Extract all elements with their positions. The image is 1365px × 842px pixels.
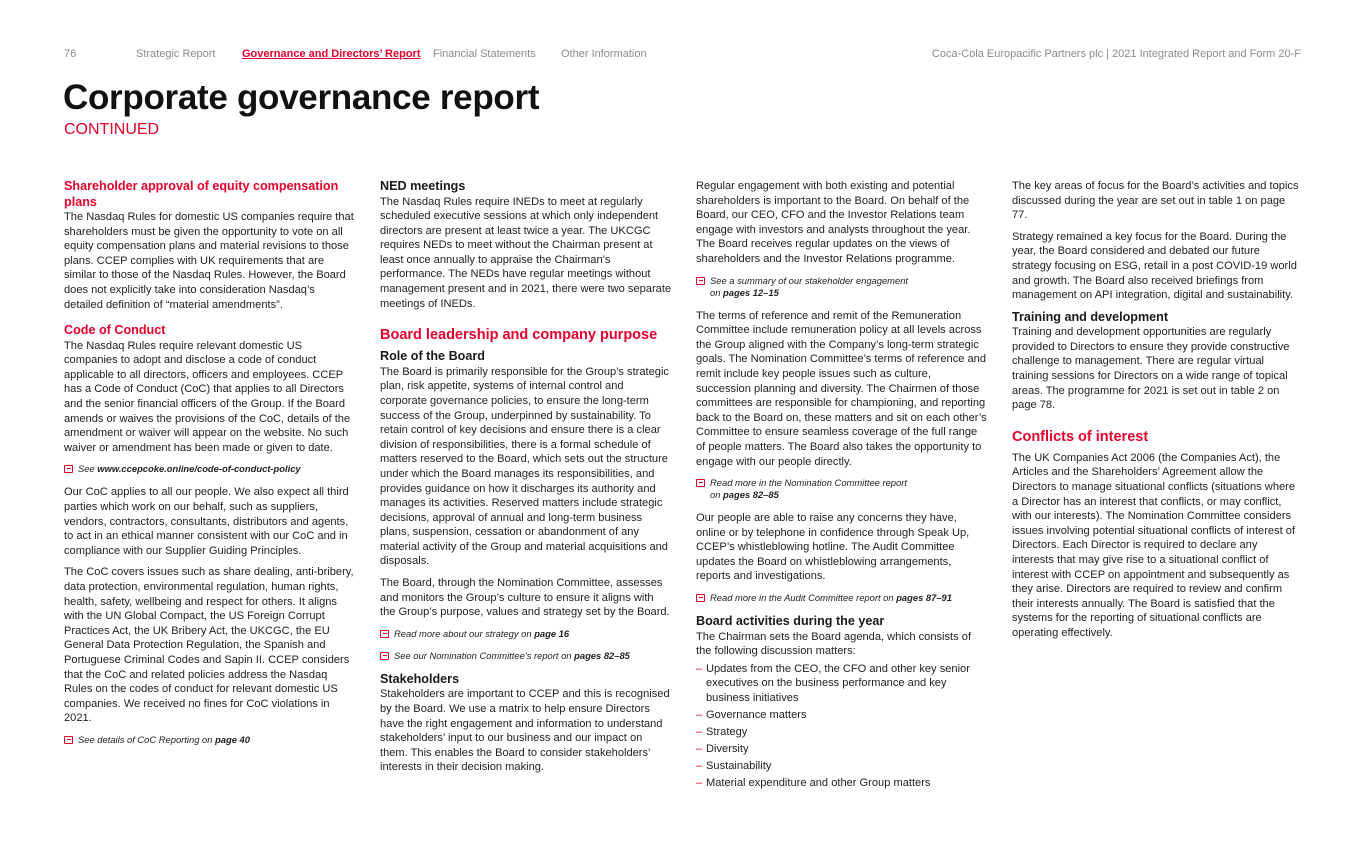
- heading-conflicts-of-interest: Conflicts of interest: [1012, 428, 1149, 445]
- document-reference: Coca-Cola Europacific Partners plc | 2021 Integrated Report and Form 20-F: [931, 48, 1301, 60]
- paragraph: Strategy remained a key focus for the Board. During the year, the Board considered and debated our future strategy focusing on ESG, retail in a post COVID-19 world and growth. The Board also received briefings from management on API integration, digital and sustainability.: [1012, 230, 1297, 302]
- paragraph: The Nasdaq Rules for domestic US companies require that shareholders must be given the opportunity to vote on all equity compensation plans and material revisions to those plans. CCEP complies with UK requirements that are similar to those of the Nasdaq Rules. However, the Board does not explicitly take into consideration Nasdaq’s detailed definition of “material amendments”.: [64, 211, 354, 311]
- paragraph: Training and development opportunities are regularly provided to Directors to ensure they provide constructive challenge to management. There are regular virtual training sessions for Directors on a wide range of topical areas. The programme for 2021 is set out in table 2 on page 78.: [1012, 326, 1290, 412]
- column-3: [696, 179, 988, 793]
- paragraph: The Board is primarily responsible for the Group’s strategic plan, risk appetite, systems of internal control and corporate governance policies, to ensure the long-term success of the Group, underpinned by sustainability. To retain control of key decisions and ensure there is a clear division of responsibilities, there is a formal schedule of matters reserved to the Board, which sets out the structure under which the Board manages its responsibilities, and provides guidance on how it discharges its authority and manages its activities. Reserved matters include strategic decisions, approval of annual and long-term business plans, suspension, cessation or abandonment of any material activity of the Group and material acquisitions and disposals.: [380, 365, 669, 568]
- heading-ned-meetings: NED meetings: [380, 179, 466, 193]
- paragraph: The Board, through the Nomination Committee, assesses and monitors the Group’s culture to ensure it aligns with the Group’s purpose, values and strategy set by the Board.: [380, 577, 670, 619]
- paragraph: The Nasdaq Rules require INEDs to meet at regularly scheduled executive sessions at which only independent directors are present at least twice a year. The UKCGC requires NEDs to meet without the Chairman present at least once annually to appraise the Chairman’s performance. The NEDs have regular meetings without management present and in 2021, there were two separate meetings of INEDs.: [380, 195, 672, 310]
- cross-reference-link[interactable]: See details of CoC Reporting on page 40: [64, 734, 356, 746]
- page-number: 76: [64, 48, 77, 60]
- cross-reference-link[interactable]: Read more about our strategy on page 16: [380, 628, 672, 640]
- nav-strategic-report[interactable]: Strategic Report: [136, 48, 216, 60]
- discussion-matters-list: [696, 662, 988, 791]
- paragraph: The CoC covers issues such as share dealing, anti-bribery, data protection, environmental regulation, human rights, health, safety, wellbeing and respect for others. It aligns with the UN Global Compact, the US Foreign Corrupt Practices Act, the UK Bribery Act, the UKCGC, the EU General Data Protection Regulation, the Spanish and Portuguese Criminal Codes and Sapin II. CCEP considers that the CoC and related policies address the Nasdaq Rules on the codes of conduct for relevant domestic US companies. We received no fines for CoC violations in 2021.: [64, 566, 354, 725]
- cross-reference-link[interactable]: See www.ccepcoke.online/code-of-conduct-policy: [64, 463, 356, 475]
- link-icon: [696, 277, 705, 285]
- cross-reference-link[interactable]: Read more in the Nomination Committee report on pages 82–85: [696, 477, 988, 501]
- paragraph: Our CoC applies to all our people. We also expect all third parties which work on our behalf, such as suppliers, vendors, contractors, consultants, distributors and agents, to act in an ethical manner consistent with our CoC and in compliance with our Supplier Guiding Principles.: [64, 486, 349, 557]
- link-icon: [380, 630, 389, 638]
- heading-code-of-conduct: Code of Conduct: [64, 323, 166, 338]
- paragraph: Stakeholders are important to CCEP and this is recognised by the Board. We use a matrix to help ensure Directors have the right engagement and information to understand stakeholders’ input to our business and our impact on them. This enables the Board to consider stakeholders’ interests in their decision making.: [380, 688, 670, 774]
- link-icon: [64, 736, 73, 744]
- link-icon: [380, 652, 389, 660]
- nav-other-information[interactable]: Other Information: [561, 48, 647, 60]
- list-item: – Material expenditure and other Group matters: [696, 776, 988, 791]
- heading-board-leadership: Board leadership and company purpose: [380, 327, 658, 344]
- heading-training-development: Training and development: [1012, 309, 1169, 324]
- paragraph: The UK Companies Act 2006 (the Companies Act), the Articles and the Shareholders’ Agreement allow the Directors to manage situational conflicts (situations where a Director has an interest that conflicts, or may conflict, with our interests). The Nomination Committee considers issues involving potential situational conflicts of interest of Directors. Each Director is required to declare any interests that may give rise to a situational conflict of interest with CCEP on appointment and subsequently as they arise. Directors are required to review and confirm their interests annually. The Board is satisfied that the systems for the reporting of situational conflicts are operating effectively.: [1012, 451, 1296, 639]
- list-item: – Strategy: [696, 725, 988, 740]
- paragraph: Our people are able to raise any concerns they have, online or by telephone in confidence through Speak Up, CCEP’s whistleblowing hotline. The Audit Committee updates the Board on whistleblowing arrangements, reports and investigations.: [696, 512, 970, 583]
- nav-financial-statements[interactable]: Financial Statements: [433, 48, 536, 60]
- column-1: [64, 179, 356, 756]
- paragraph: The terms of reference and remit of the Remuneration Committee include remuneration policy at all levels across the Group aligned with the Company’s long-term strategic goals. The Nomination Committee’s terms of reference and remit include key people issues such as culture, succession planning and diversity. The Chairmen of those committees are responsible for championing, and reporting back to the Board on, these matters and sit on each other’s Committee to ensure seamless coverage of the full range of people matters. The Board also takes the opportunity to engage with our people directly.: [696, 309, 987, 468]
- paragraph: Regular engagement with both existing and potential shareholders is important to the Board. On behalf of the Board, our CEO, CFO and the Investor Relations team engage with investors and analysts throughout the year. The Board receives regular updates on the views of shareholders and the Investor Relations programme.: [696, 180, 971, 265]
- paragraph: The Chairman sets the Board agenda, which consists of the following discussion matters:: [696, 630, 972, 658]
- column-4: [1012, 179, 1302, 648]
- heading-board-activities: Board activities during the year: [696, 614, 885, 629]
- cross-reference-link[interactable]: Read more in the Audit Committee report on pages 87–91: [696, 592, 988, 604]
- column-2: [380, 179, 672, 782]
- paragraph: The Nasdaq Rules require relevant domestic US companies to adopt and disclose a code of conduct applicable to all directors, officers and employees. CCEP has a Code of Conduct (CoC) that applies to all Directors and the senior financial officers of the Group. If the Board amends or waives the provisions of the CoC, details of the amendment or waiver will appear on the website. No such waiver or amendment has been made or given to date.: [64, 339, 351, 454]
- heading-shareholder-approval: Shareholder approval of equity compensation plans: [64, 179, 339, 209]
- cross-reference-link[interactable]: See a summary of our stakeholder engagement on pages 12–15: [696, 275, 988, 299]
- nav-governance-report[interactable]: Governance and Directors’ Report: [242, 48, 421, 60]
- cross-reference-link[interactable]: See our Nomination Committee’s report on pages 82–85: [380, 650, 672, 662]
- link-icon: [696, 594, 705, 602]
- heading-stakeholders: Stakeholders: [380, 671, 460, 686]
- list-item: – Diversity: [696, 742, 988, 757]
- heading-role-of-board: Role of the Board: [380, 349, 485, 364]
- list-item: – Updates from the CEO, the CFO and other key senior executives on the business performance and key business initiatives: [696, 662, 988, 706]
- top-navigation: [64, 48, 1301, 62]
- link-icon: [696, 479, 705, 487]
- paragraph: The key areas of focus for the Board’s activities and topics discussed during the year are set out in table 1 on page 77.: [1012, 180, 1299, 222]
- link-icon: [64, 465, 73, 473]
- page-subtitle: CONTINUED: [64, 121, 160, 138]
- list-item: – Governance matters: [696, 708, 988, 723]
- list-item: – Sustainability: [696, 759, 988, 774]
- page-title: Corporate governance report: [63, 78, 540, 117]
